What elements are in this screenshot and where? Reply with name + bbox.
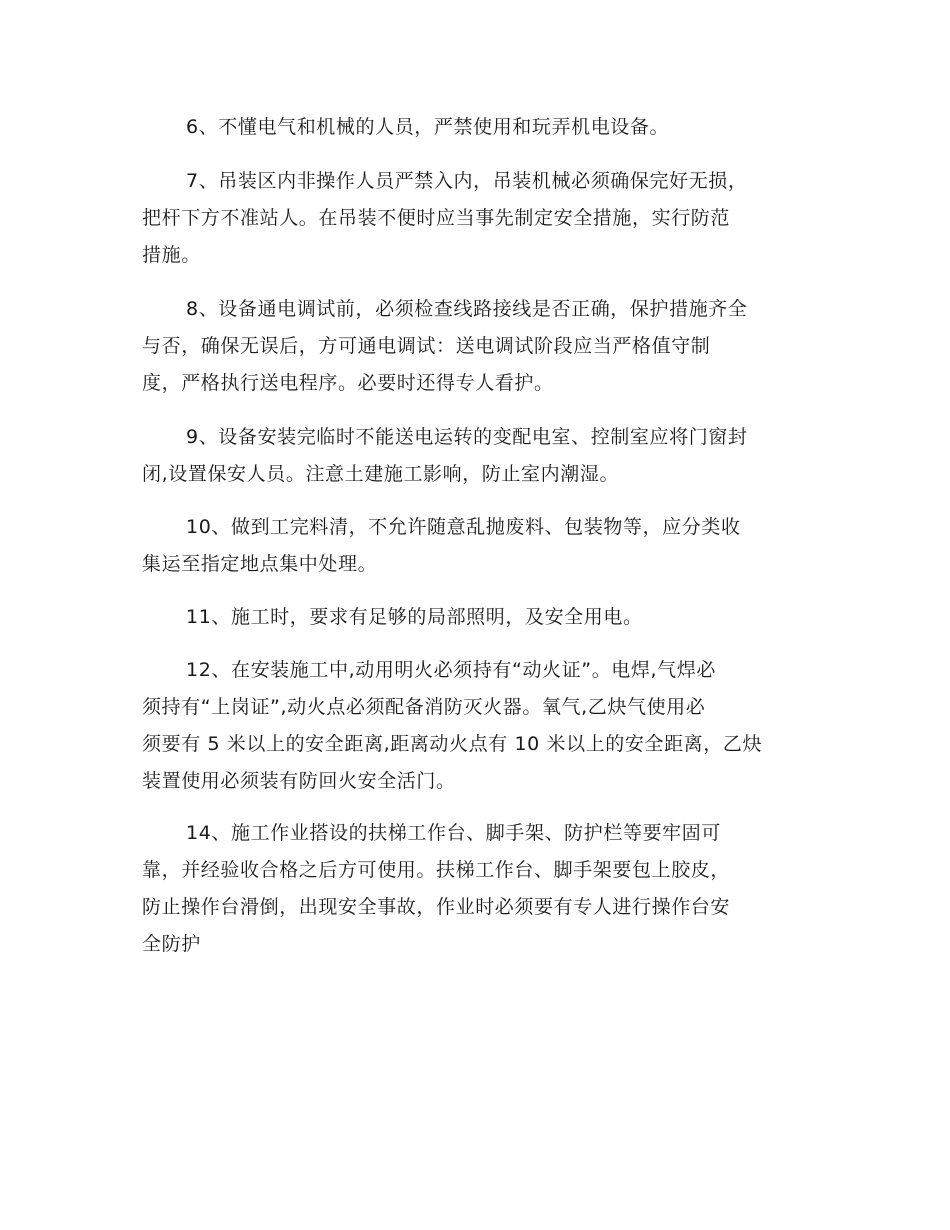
paragraph-line: 靠，并经验收合格之后方可使用。扶梯工作台、脚手架要包上胶皮， — [142, 859, 731, 881]
paragraph-line: 11、施工时，要求有足够的局部照明，及安全用电。 — [186, 606, 643, 628]
paragraph-line: 闭,设置保安人员。注意土建施工影响，防止室内潮湿。 — [142, 463, 620, 485]
paragraph-line: 9、设备安装完临时不能送电运转的变配电室、控制室应将门窗封 — [186, 426, 748, 448]
paragraph-line: 全防护 — [142, 933, 201, 955]
paragraph-line: 度，严格执行送电程序。必要时还得专人看护。 — [142, 372, 554, 394]
paragraph-line: 6、不懂电气和机械的人员，严禁使用和玩弄机电设备。 — [186, 116, 670, 138]
paragraph-line: 12、在安装施工中,动用明火必须持有“动火证”。电焊,气焊必 — [186, 659, 716, 681]
paragraph-line: 须要有 5 米以上的安全距离,距离动火点有 10 米以上的安全距离，乙炔 — [142, 733, 763, 755]
paragraph-line: 14、施工作业搭设的扶梯工作台、脚手架、防护栏等要牢固可 — [186, 822, 721, 844]
paragraph-line: 须持有“上岗证”,动火点必须配备消防灭火器。氧气,乙炔气使用必 — [142, 696, 706, 718]
paragraph-line: 8、设备通电调试前，必须检查线路接线是否正确，保护措施齐全 — [186, 298, 748, 320]
paragraph-line: 装置使用必须装有防回火安全活门。 — [142, 770, 456, 792]
paragraph-line: 与否，确保无误后，方可通电调试：送电调试阶段应当严格值守制 — [142, 335, 711, 357]
paragraph-line: 7、吊装区内非操作人员严禁入内，吊装机械必须确保完好无损， — [186, 170, 748, 192]
paragraph-line: 集运至指定地点集中处理。 — [142, 553, 378, 575]
paragraph-line: 防止操作台滑倒，出现安全事故，作业时必须要有专人进行操作台安 — [142, 896, 731, 918]
paragraph-line: 把杆下方不准站人。在吊装不便时应当事先制定安全措施，实行防范 — [142, 207, 731, 229]
paragraph-line: 10、做到工完料清，不允许随意乱抛废料、包装物等，应分类收 — [186, 516, 741, 538]
paragraph-line: 措施。 — [142, 244, 201, 266]
